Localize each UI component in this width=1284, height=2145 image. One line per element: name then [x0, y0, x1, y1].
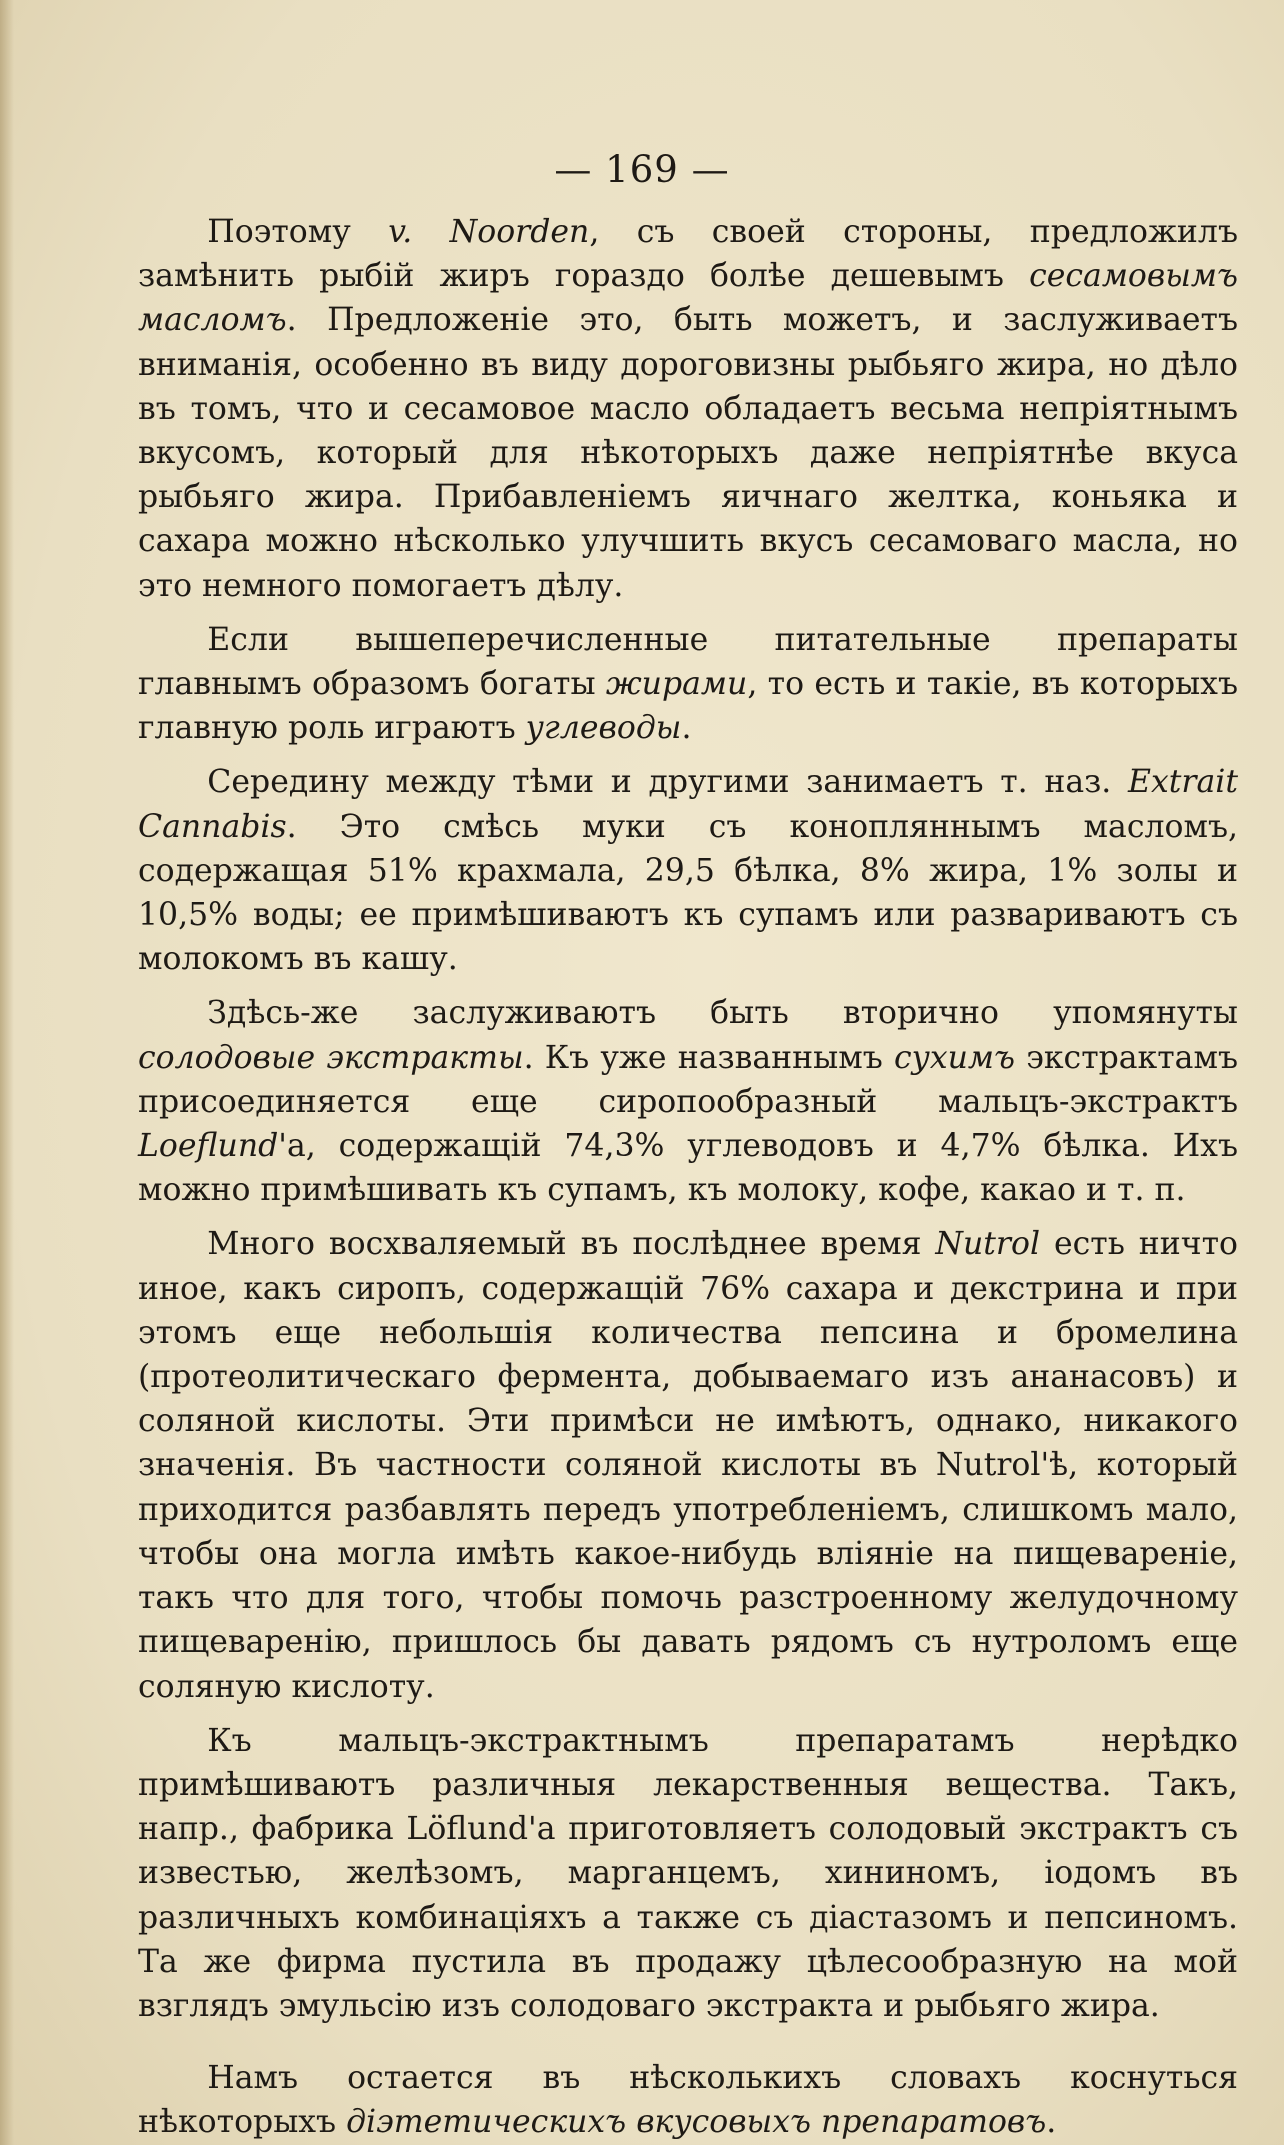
- paragraph-carbohydrates: [138, 618, 1238, 751]
- emphasized-term: жирами: [605, 666, 748, 703]
- text-run: Если вышеперечисленные питательные препараты главнымъ образомъ богаты: [138, 621, 1238, 703]
- text-run: . Это смѣсь муки съ конопляннымъ масломъ, содержащая 51% крахмала, 29,5 бѣлка, 8% жира, 1% золы и 10,5% воды; ее примѣшиваютъ къ супамъ или развариваютъ съ молокомъ въ кашу.: [138, 808, 1238, 978]
- text-run: Намъ остается въ нѣсколькихъ словахъ коснуться нѣкоторыхъ: [138, 2060, 1238, 2141]
- body-text: [138, 210, 1238, 2145]
- text-run: , то есть и такіе, въ которыхъ главную роль играютъ: [138, 666, 1238, 747]
- product-name: Extrait Cannabis: [138, 764, 1238, 845]
- emphasized-term: діэтетическихъ вкусовыхъ препаратовъ: [346, 2104, 1047, 2141]
- page-number: — 169 —: [554, 148, 730, 191]
- text-run: 'а, содержащій 74,3% углеводовъ и 4,7% бѣлка. Ихъ можно примѣшивать къ супамъ, къ молоку, кофе, какао и т. п.: [138, 1128, 1238, 1209]
- paragraph-noorden: [138, 210, 1238, 608]
- author-name: v. Noorden: [388, 214, 590, 250]
- product-name: Loeflund: [138, 1128, 279, 1165]
- text-run: есть ничто иное, какъ сиропъ, содержащій 76% сахара и декстрина и при этомъ еще небольшія количества пепсина и бромелина (протеолитическаго фермента, добываемаго изъ ананасовъ) и соляной кислоты. Эти примѣси не имѣютъ, однако, никакого значенія. Въ частности соляной кислоты въ Nutrol'ѣ, который приходится разбавлять передъ употребленіемъ, слишкомъ мало, чтобы она могла имѣть какое-нибудь вліяніе на пищевареніе, такъ что для того, чтобы помочь разстроенному желудочному пищеваренію, пришлось бы давать рядомъ съ нутроломъ еще соляную кислоту.: [138, 1226, 1238, 1705]
- emphasized-term: солодовые экстракты: [138, 1039, 524, 1076]
- text-run: . Къ уже названнымъ: [523, 1039, 894, 1076]
- paragraph-malt-extracts: [138, 991, 1238, 1212]
- text-run: .: [681, 710, 692, 747]
- text-run: , съ своей стороны, предложилъ замѣнить рыбій жиръ гораздо болѣе дешевымъ: [138, 214, 1238, 295]
- paragraph-nutrol: [138, 1222, 1238, 1708]
- text-run: экстрактамъ присоединяется еще сиропообразный мальцъ-экстрактъ: [138, 1039, 1238, 1120]
- text-run: .: [1046, 2104, 1057, 2141]
- paragraph-closing: [138, 2056, 1238, 2144]
- emphasized-term: сухимъ: [893, 1039, 1016, 1076]
- emphasized-term: сесамовымъ масломъ: [138, 258, 1238, 339]
- paragraph-loflund: [138, 1719, 1238, 2028]
- product-name: Nutrol: [935, 1226, 1041, 1263]
- emphasized-term: углеводы: [525, 710, 682, 747]
- text-run: Много восхваляемый въ послѣднее время: [207, 1226, 936, 1263]
- text-run: Къ мальцъ-экстрактнымъ препаратамъ нерѣдко примѣшиваютъ различныя лекарственныя вещества. Такъ, напр., фабрика Löflund'а приготовляетъ солодовый экстрактъ съ известью, желѣзомъ, марганцемъ, хининомъ, іодомъ въ различныхъ комбинаціяхъ а также съ діастазомъ и пепсиномъ. Та же фирма пустила въ продажу цѣлесообразную на мой взглядъ эмульсію изъ солодоваго экстракта и рыбьяго жира.: [138, 1722, 1238, 2024]
- text-run: Середину между тѣми и другими занимаетъ т. наз.: [207, 764, 1128, 801]
- text-run: Здѣсь-же заслуживаютъ быть вторично упомянуты: [207, 995, 1238, 1032]
- text-run: Поэтому: [207, 214, 389, 250]
- text-run: . Предложеніе это, быть можетъ, и заслуживаетъ вниманія, особенно въ виду дороговизны рыбьяго жира, но дѣло въ томъ, что и сесамовое масло обладаетъ весьма непріятнымъ вкусомъ, который для нѣкоторыхъ даже непріятнѣе вкуса рыбьяго жира. Прибавленіемъ яичнаго желтка, коньяка и сахара можно нѣсколько улучшить вкусъ сесамоваго масла, но это немного помогаетъ дѣлу.: [138, 302, 1238, 604]
- paragraph-extrait-cannabis: [138, 760, 1238, 981]
- page-edge-shadow: [0, 0, 14, 2145]
